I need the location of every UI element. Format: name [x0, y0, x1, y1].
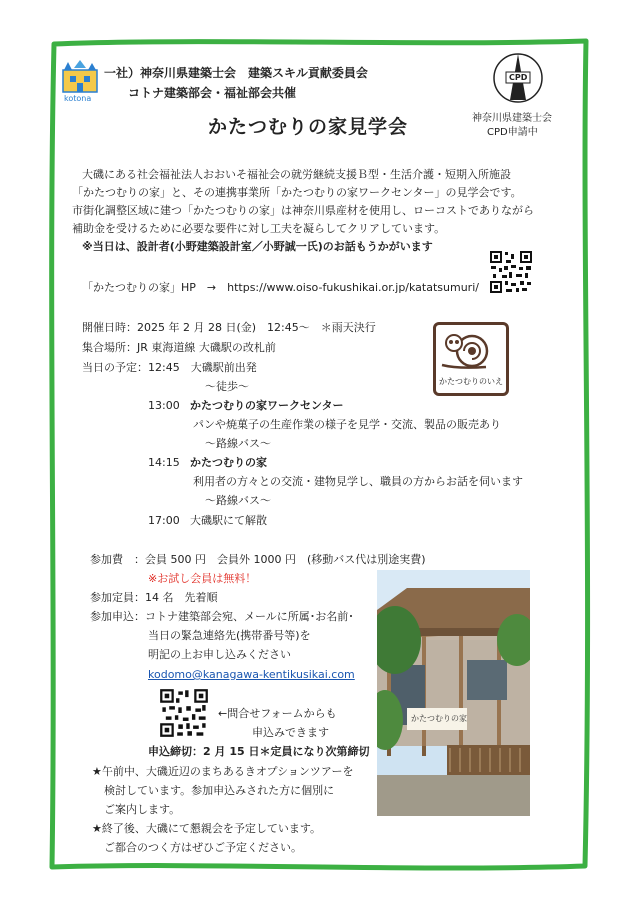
schedule-place-2: かたつむりの家: [190, 456, 267, 469]
hp-qr-code[interactable]: [489, 250, 533, 294]
intro-line-2: 「かたつむりの家」と、その連携事業所「かたつむりの家ワークセンター」の見学会です。: [72, 186, 522, 199]
application-line-2: 当日の緊急連絡先(携帯番号等)を: [148, 629, 311, 642]
schedule-time-2: 14:15: [148, 456, 180, 469]
schedule-desc-2: 利用者の方々との交流・建物見学し、職員の方からお話を伺います: [193, 475, 523, 488]
form-note-2: 申込みできます: [252, 726, 329, 739]
capacity: 参加定員：14 名 先着順: [90, 591, 218, 604]
schedule-desc-3: 大磯駅にて解散: [190, 514, 267, 527]
option-tour-note-1: ★午前中、大磯近辺のまちあるきオプションツアーを: [92, 765, 354, 778]
schedule-start: 当日の予定：12:45 大磯駅前出発: [82, 361, 257, 374]
schedule-place-1: かたつむりの家ワークセンター: [190, 399, 344, 412]
participation-fee: 参加費 ：会員 500 円 会員外 1000 円 (移動バス代は別途実費): [90, 553, 426, 566]
photo-sign: かたつむりの家: [411, 714, 467, 723]
intro-line-4: 補助金を受けるために必要な要件に対し工夫を凝らしてクリアしています。: [72, 222, 446, 235]
schedule-bus-2: ～路線バス～: [205, 494, 271, 507]
snail-stamp: [433, 322, 509, 396]
cpd-logo-text: CPD: [509, 73, 528, 82]
party-note-1: ★終了後、大磯にて懇親会を予定しています。: [92, 822, 321, 835]
trial-member-note: ※お試し会員は無料！: [148, 572, 257, 585]
schedule-walk: ～徒歩～: [205, 380, 249, 393]
intro-line-1: 大磯にある社会福祉法人おおいそ福祉会の就労継続支援Ｂ型・生活介護・短期入所施設: [82, 168, 511, 181]
cpd-logo: [488, 48, 548, 110]
application-line-3: 明記の上お申し込みください: [148, 648, 291, 661]
schedule-bus-1: ～路線バス～: [205, 437, 271, 450]
building-photo: [377, 570, 530, 816]
event-meeting-place: 集合場所：JR 東海道線 大磯駅の改札前: [82, 341, 276, 354]
intro-line-3: 市街化調整区域に建つ「かたつむりの家」は神奈川県産材を使用し、ローコストでありながら: [72, 204, 534, 217]
page-title: かたつむりの家見学会: [208, 116, 409, 138]
option-tour-note-3: ご案内します。: [104, 803, 181, 816]
logo-text: kotona: [64, 94, 92, 103]
stamp-label: かたつむりのいえ: [439, 377, 503, 386]
form-qr-code[interactable]: [159, 688, 209, 738]
co-host-line: コトナ建築部会・福祉部会共催: [128, 86, 297, 100]
form-note-1: ←問合せフォームからも: [218, 707, 337, 720]
intro-note: ※当日は、設計者(小野建築設計室／小野誠一氏)のお話もうかがいます: [82, 240, 433, 253]
option-tour-note-2: 検討しています。参加申込みされた方に個別に: [104, 784, 335, 797]
contact-email-link[interactable]: kodomo@kanagawa-kentikusikai.com: [148, 668, 355, 681]
schedule-time-1: 13:00: [148, 399, 180, 412]
hp-link[interactable]: 「かたつむりの家」HP → https://www.oiso-fukushikai.or.jp/katatsumuri/: [82, 281, 479, 294]
schedule-time-3: 17:00: [148, 514, 180, 527]
party-note-2: ご都合のつく方はぜひご予定ください。: [104, 841, 302, 854]
snail-icon: [436, 325, 500, 373]
schedule-desc-1: パンや焼菓子の生産作業の様子を見学・交流、製品の販売あり: [193, 418, 501, 431]
kotona-logo: [60, 58, 100, 106]
cpd-status: CPD申請中: [487, 127, 538, 138]
cpd-org: 神奈川県建築士会: [472, 113, 552, 124]
organizer-line: 一社）神奈川県建築士会 建築スキル貢献委員会: [104, 66, 368, 80]
application-deadline: 申込締切：2 月 15 日＊定員になり次第締切: [148, 745, 370, 758]
application-line-1: 参加申込：コトナ建築部会宛、メールに所属･お名前･: [90, 610, 354, 623]
event-date: 開催日時：2025 年 2 月 28 日(金) 12:45～ ＊雨天決行: [82, 321, 376, 334]
